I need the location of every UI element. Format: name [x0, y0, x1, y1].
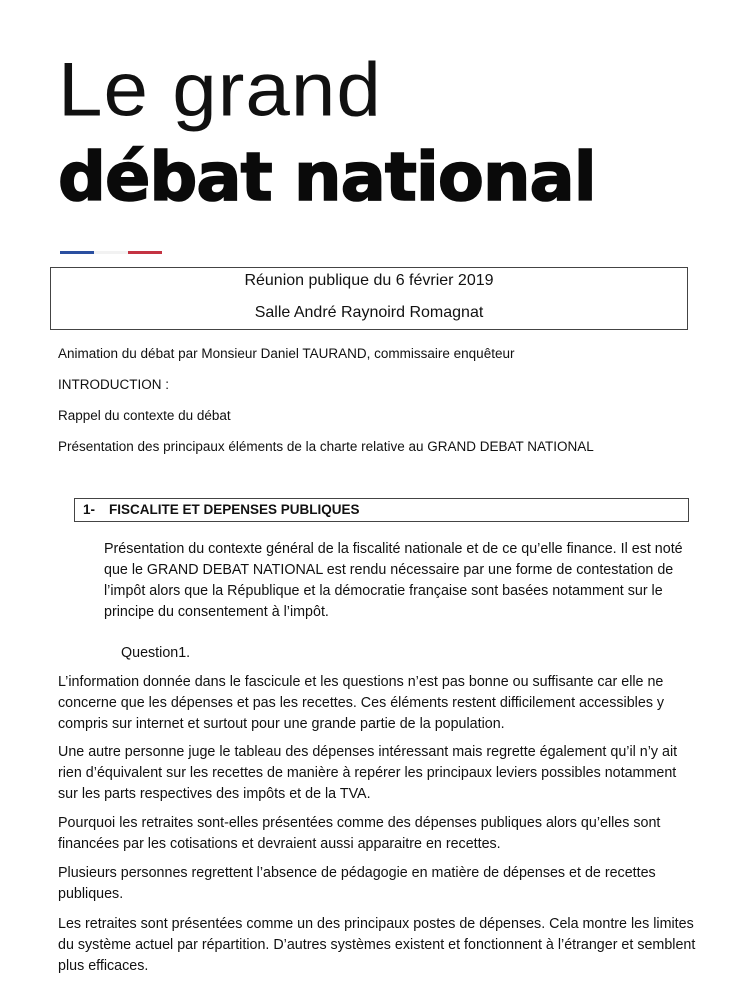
flag-blue-segment — [60, 251, 94, 254]
meeting-location: Salle André Raynoird Romagnat — [254, 304, 484, 321]
introduction-heading: INTRODUCTION : — [58, 377, 169, 392]
body-paragraph: Les retraites sont présentées comme un des principaux postes de dépenses. Cela montre les limites du système actuel par répartition. D’autres systèmes existent et fonctionnent à l’étranger et semblent plus efficaces. — [58, 916, 696, 974]
section-number: 1- — [83, 502, 96, 517]
logo-line-1: Le grand — [58, 47, 382, 132]
question-label: Question1. — [121, 645, 191, 661]
meeting-date: Réunion publique du 6 février 2019 — [244, 272, 494, 289]
flag-red-segment — [128, 251, 162, 254]
meeting-header-box — [50, 267, 688, 330]
section-heading-box — [74, 498, 689, 522]
body-paragraph: Une autre personne juge le tableau des dépenses intéressant mais regrette également qu’il n’y ait rien d’équivalent sur les recettes de manière à repérer les principaux leviers possibles notamment sur les parts respectives des impôts et de la TVA. — [58, 744, 678, 802]
intro-item-charter: Présentation des principaux éléments de la charte relative au GRAND DEBAT NATIONAL — [58, 439, 594, 454]
flag-white-segment — [94, 251, 128, 254]
body-paragraph: Pourquoi les retraites sont-elles présentées comme des dépenses publiques alors qu’elles sont financées par les cotisations et devraient aussi apparaitre en recettes. — [58, 815, 661, 852]
grand-debat-logo — [58, 47, 698, 216]
body-paragraph: L’information donnée dans le fascicule et les questions n’est pas bonne ou suffisante car elle ne concerne que les dépenses et pas les recettes. Ces éléments restent difficilement accessibles y compris sur internet et surtout pour une grande partie de la population. — [58, 674, 665, 732]
intro-item-context: Rappel du contexte du débat — [58, 408, 231, 423]
moderator-line: Animation du débat par Monsieur Daniel TAURAND, commissaire enquêteur — [58, 346, 515, 361]
section-title: FISCALITE ET DEPENSES PUBLIQUES — [109, 502, 360, 517]
logo-line-2: débat national — [58, 138, 596, 216]
tricolor-flag-bar — [60, 251, 162, 255]
section-context-paragraph: Présentation du contexte général de la fiscalité nationale et de ce qu’elle finance. Il est noté que le GRAND DEBAT NATIONAL est rendu nécessaire par une forme de contestation de l’impôt alors que la République et la démocratie française sont basées notamment sur le principe du consentement à l’impôt. — [104, 541, 683, 620]
body-paragraph: Plusieurs personnes regrettent l’absence de pédagogie en matière de dépenses et de recettes publiques. — [58, 865, 656, 902]
